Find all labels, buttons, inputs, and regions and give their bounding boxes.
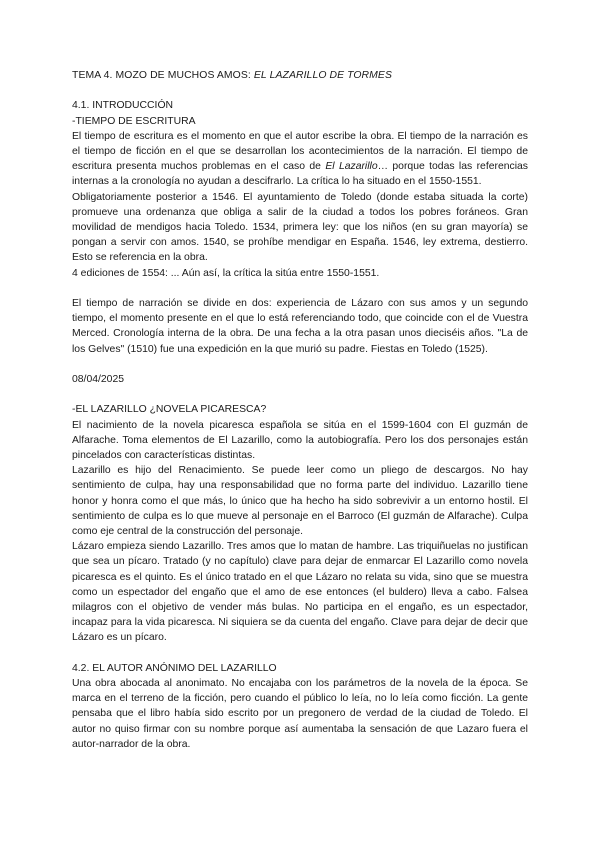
paragraph-italic-title: El Lazarillo xyxy=(325,161,378,173)
subheading-tiempo-escritura: -TIEMPO DE ESCRITURA xyxy=(72,115,196,127)
document-body xyxy=(72,68,528,752)
paragraph: Obligatoriamente posterior a 1546. El ayuntamiento de Toledo (donde estaba situada la corte) promueve una ordenanza que obliga a salir de la ciudad a todos los pobres foráneos. Gran movilidad de mendigos hacia Toledo. 1534, primera ley: que los niños (en su gran mayoría) se pongan a servir con amos. 1540, se prohíbe mendigar en España. 1546, ley extrema, destierro. Esto se referencia en la obra. xyxy=(72,191,528,264)
section-heading-introduccion: 4.1. INTRODUCCIÓN xyxy=(72,100,174,112)
paragraph: Lazarillo es hijo del Renacimiento. Se puede leer como un pliego de descargos. No hay sentimiento de culpa, hay una responsabilidad que no forma parte del individuo. Lazarillo tiene honor y honra como el que más, lo único que ha hecho ha sido sobrevivir a un entorno hostil. El sentimiento de culpa es lo que mueve al personaje en el Barroco (El guzmán de Alfarache). Culpa como eje central de la construcción del personaje. xyxy=(72,465,528,538)
paragraph: El tiempo de narración se divide en dos: experiencia de Lázaro con sus amos y un segundo tiempo, el momento presente en el que lo está referenciando todo, que coincide con el de Vuestra Merced. Cronología interna de la obra. De una fecha a la otra pasan unos dieciséis años. "La de los Gelves" (1510) fue una expedición en la que murió su padre. Fiestas en Toledo (1525). xyxy=(72,298,528,355)
title-prefix: TEMA 4. MOZO DE MUCHOS AMOS: xyxy=(72,70,254,81)
paragraph xyxy=(72,129,528,190)
page-title xyxy=(72,68,528,83)
date-stamp: 08/04/2025 xyxy=(72,374,125,386)
paragraph-text: … porque todas las referencias internas a la cronología no ayudan a descifrarlo. La crítica lo ha situado en el 1550-1551. xyxy=(72,161,528,188)
paragraph: Una obra abocada al anonimato. No encajaba con los parámetros de la novela de la época. Se marca en el terreno de la ficción, pero cuando el público lo leía, no lo leía como ficción. La gente pensaba que el libro había sido escrito por un pregonero de verdad de la ciudad de Toledo. El autor no quiso firmar con su nombre porque así aumentaba la sensación de que Lazaro fuera el autor-narrador de la obra. xyxy=(72,678,528,750)
subheading-novela-picaresca: -EL LAZARILLO ¿NOVELA PICARESCA? xyxy=(72,404,267,416)
paragraph: 4 ediciones de 1554: ... Aún así, la crítica la sitúa entre 1550-1551. xyxy=(72,267,380,279)
blank-line xyxy=(72,387,528,402)
paragraph: El nacimiento de la novela picaresca española se sitúa en el 1599-1604 con El guzmán de Alfarache. Toma elementos de El Lazarillo, como la autobiografía. Pero los dos personajes están pincelados con características distintas. xyxy=(72,419,528,462)
blank-line xyxy=(72,281,528,296)
section-heading-autor-anonimo: 4.2. EL AUTOR ANÓNIMO DEL LAZARILLO xyxy=(72,662,277,674)
paragraph-text: El tiempo de escritura es el momento en que el autor escribe la obra. El tiempo de la narración es el tiempo de ficción en el que se desarrollan los acontecimientos de la narración. El tiempo de escritura presenta muchos problemas en el caso de xyxy=(72,130,528,173)
paragraph: Lázaro empieza siendo Lazarillo. Tres amos que lo matan de hambre. Las triquiñuelas no justifican que sea un pícaro. Tratado (y no capítulo) clave para dejar de enmarcar El Lazarillo como novela picaresca es el quinto. Es el único tratado en el que Lázaro no relata su vida, sino que se muestra como un espectador del engaño que el amo de ese entonces (el buldero) lleva a cabo. Falsea milagros con el objetivo de vender más bulas. No participa en el engaño, es un espectador, incapaz para la vida picaresca. Ni siquiera se da cuenta del engaño. Clave para dejar de decir que Lázaro es un pícaro. xyxy=(72,541,528,644)
blank-line xyxy=(72,357,528,372)
blank-line xyxy=(72,646,528,661)
title-italic: EL LAZARILLO DE TORMES xyxy=(253,70,392,81)
